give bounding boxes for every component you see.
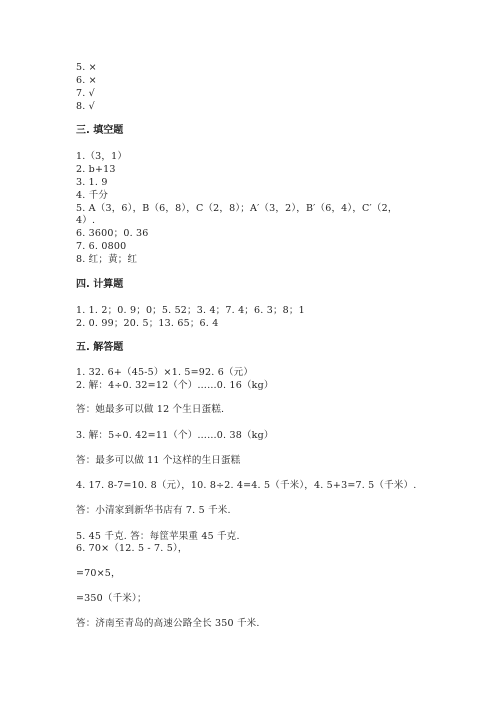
- solve-answer-6-step1: =70×5，: [76, 568, 121, 579]
- fill-answer-2: 2. b+13: [76, 164, 116, 175]
- fill-answer-3: 3. 1. 9: [76, 177, 108, 188]
- solve-answer-4: 4. 17. 8-7=10. 8（元），10. 8÷2. 4=4. 5（千米），4. 5+3=7. 5（千米）.: [76, 480, 417, 491]
- solve-answer-6: 6. 70×（12. 5 - 7. 5），: [76, 543, 188, 554]
- solve-answer-3-reply: 答：最多可以做 11 个这样的生日蛋糕: [76, 455, 241, 466]
- fill-answer-6: 6. 3600；0. 36: [76, 228, 149, 239]
- section3-title: 三. 填空题: [76, 125, 124, 136]
- solve-answer-6-reply: 答：济南至青岛的高速公路全长 350 千米.: [76, 618, 260, 629]
- judge-answer-8: 8. √: [76, 101, 95, 112]
- calc-answer-2: 2. 0. 99；20. 5；13. 65；6. 4: [76, 318, 219, 329]
- solve-answer-4-reply: 答：小清家到新华书店有 7. 5 千米.: [76, 505, 231, 516]
- solve-answer-3: 3. 解：5÷0. 42=11（个）……0. 38（kg）: [76, 430, 274, 441]
- section5-title: 五. 解答题: [76, 342, 124, 353]
- fill-answer-4: 4. 千分: [76, 190, 109, 201]
- solve-answer-2: 2. 解：4÷0. 32=12（个）……0. 16（kg）: [76, 380, 274, 391]
- judge-answer-6: 6. ×: [76, 75, 97, 86]
- section4-title: 四. 计算题: [76, 279, 124, 290]
- fill-answer-5: 5. A（3，6），B（6，8），C（2，8）；A′（3，2），B′（6，4），C′（2，: [76, 203, 398, 214]
- judge-answer-5: 5. ×: [76, 62, 97, 73]
- fill-answer-5-cont: 4）.: [76, 215, 96, 226]
- fill-answer-7: 7. 6. 0800: [76, 241, 127, 252]
- fill-answer-1: 1.（3，1）: [76, 151, 128, 162]
- solve-answer-2-reply: 答：她最多可以做 12 个生日蛋糕.: [76, 404, 225, 415]
- calc-answer-1: 1. 1. 2；0. 9；0；5. 52；3. 4；7. 4；6. 3；8；1: [76, 305, 305, 316]
- solve-answer-1: 1. 32. 6+（45-5）×1. 5=92. 6（元）: [76, 367, 254, 378]
- judge-answer-7: 7. √: [76, 88, 95, 99]
- solve-answer-5: 5. 45 千克. 答：每筐苹果重 45 千克.: [76, 531, 240, 542]
- fill-answer-8: 8. 红；黄；红: [76, 254, 138, 265]
- solve-answer-6-step2: =350（千米）；: [76, 593, 147, 604]
